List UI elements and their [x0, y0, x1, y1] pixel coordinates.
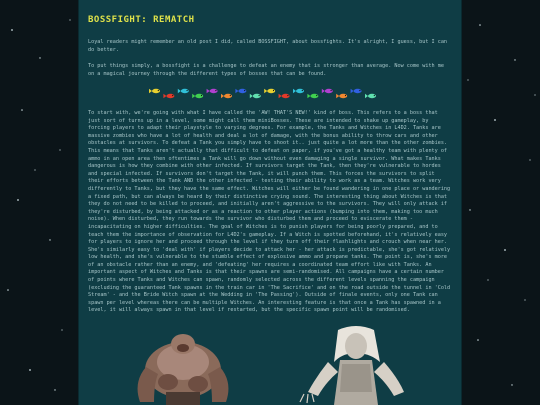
witch-zombie-image: [300, 326, 404, 405]
fish-icon: [235, 89, 246, 93]
fish-icon: [279, 94, 290, 98]
fish-icon: [365, 94, 376, 98]
fish-divider-row: [148, 86, 384, 102]
fish-icon: [336, 94, 347, 98]
fish-icon: [351, 89, 362, 93]
post-paragraph-intro: Loyal readers might remember an old post I did, called BOSSFIGHT, about bossfights. It's alright, I guess, but I can do better.: [88, 39, 448, 53]
post-title: BOSSFIGHT: REMATCH: [88, 15, 195, 25]
fish-icon: [163, 94, 174, 98]
post-paragraph-main: To start with, we're going with what I have called the 'AW! THAT'S NEW!' kind of boss. This refers to a boss that just sort of turns up in a level, some might call them miniBosses. These are intended to shake up gameplay, by forcing players to adapt their playstyle to varying degrees. For example, the Tanks and Witches in L4D2. Tanks are massive zombies who have a lot of health and deal a lot of damage, with the bonus ability to throw cars and other obstacles at survivors. To defeat a Tank you simply have to shoot it.. just quite a lot more than the other zombies. This means that Tanks aren't actually that difficult to defeat on paper, if you've got a healthy team with plenty of ammo in an open area then oftentimes a Tank will go down without even damaging a single survivor. What makes Tanks dangerous is how they combine with other infected. If survivors target the Tank, then they're vulnerable to hordes and special infected. If survivors don't target the Tank, it will punch them. This forces the survivors to split their efforts between the Tank AND the other infected - testing their ability to work as a team. Witches work very differently to Tanks, but they have the same effect. Witches will either be found wandering in one place or wandering a fixed path, but can always be heard by their distinctive crying sound. The interesting thing about Witches is that they do not need to be killed to proceed, and initially aren't aggressive to the survivors. They will only attack if they're disturbed, by being attacked or as a reaction to other player actions (bumping into them, making too much noise). When disturbed, they run towards the survivor who disturbed them and proceed to eviscerate them - incapacitating on higher difficulties. The goal of Witches is to punish players for being poorly prepared, and to teach them the importance of observation for L4D2's gameplay. If a Witch is spotted beforehand, it's relatively easy for players to ignore her and proceed through the level if they turn off their flashlights and crouch when near her. She's similarly easy to 'deal with' if players decide to attack her - her attack is predictable, she's got relatively low health, and she's vulnerable to the stumble effect of explosive ammo and propane tanks. The point is, she's more of an obstacle rather than an enemy, and 'defeating' her requires a coordinated team effort like with Tanks. An important aspect of Witches and Tanks is that their spawns are semi-randomised. All campaigns have a certain number of points where Tanks and Witches can spawn, randomly selected across the different levels spanning the campaign (excluding the guaranteed Tank spawns in the train car in 'The Sacrifice' and on the road outside the tunnel in 'Cold Stream' - and the Bride Witch spawn at the Wedding in 'The Passing'). Outside of finale events, only one Tank can spawn per level whereas there can be multiple Witches. An interesting feature is that once a Tank has spawned in a level, it will always spawn in that level if restarted, but the specific spawn point will be randomised.: [88, 110, 451, 314]
fish-icon: [322, 89, 333, 93]
fish-icon: [178, 89, 189, 93]
fish-icon: [149, 89, 160, 93]
fish-icon: [192, 94, 203, 98]
fish-icon: [250, 94, 261, 98]
fish-icon: [264, 89, 275, 93]
tank-zombie-image: [138, 334, 229, 405]
zombie-illustrations: [128, 322, 428, 405]
post-paragraph-definition: To put things simply, a bossfight is a challenge to defeat an enemy that is stronger than average. Now come with me on a magical journey through the different types of bosses that can be found.: [88, 63, 444, 77]
fish-icon: [307, 94, 318, 98]
fish-icon: [293, 89, 304, 93]
fish-icon: [221, 94, 232, 98]
fish-icon: [207, 89, 218, 93]
